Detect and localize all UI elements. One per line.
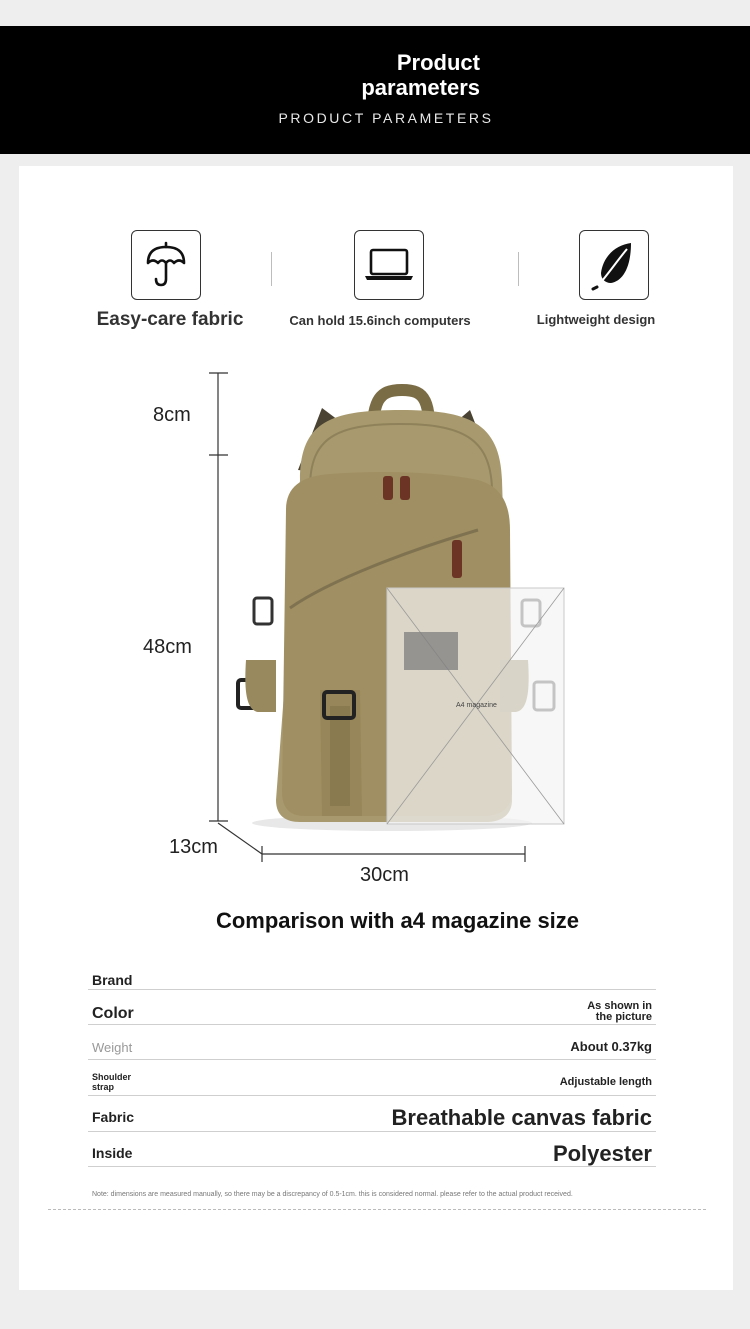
dimension-depth: 13cm <box>169 836 218 858</box>
param-key: Fabric <box>92 1109 135 1125</box>
dimension-top-handle: 8cm <box>153 404 191 426</box>
feature-divider <box>271 252 272 286</box>
param-row-brand <box>88 966 656 990</box>
header-banner <box>0 26 750 154</box>
param-row-fabric <box>88 1104 656 1132</box>
row-divider <box>88 1024 656 1025</box>
param-key: Inside <box>92 1145 133 1161</box>
row-divider <box>88 1095 656 1096</box>
measurement-note: Note: dimensions are measured manually, so there may be a discrepancy of 0.5-1cm. this is considered normal. please refer to the actual product received. <box>92 1191 573 1198</box>
param-row-color <box>88 998 656 1025</box>
laptop-icon <box>362 245 416 285</box>
param-key: Shoulder strap <box>92 1072 132 1092</box>
param-value: Breathable canvas fabric <box>391 1105 652 1130</box>
row-divider <box>88 1166 656 1167</box>
feature-divider <box>518 252 519 286</box>
page-subtitle: PRODUCT PARAMETERS <box>278 110 494 126</box>
param-value: About 0.37kg <box>570 1039 652 1054</box>
feature-label: Lightweight design <box>536 312 656 327</box>
comparison-caption: Comparison with a4 magazine size <box>215 908 580 933</box>
param-row-weight <box>88 1036 656 1060</box>
dimension-width: 30cm <box>360 864 409 886</box>
param-value: Adjustable length <box>559 1076 652 1088</box>
feature-label: Can hold 15.6inch computers <box>289 313 471 328</box>
row-divider <box>88 1059 656 1060</box>
dashed-divider <box>48 1209 706 1210</box>
feature-label: Easy-care fabric <box>96 309 244 330</box>
a4-magazine-label: A4 magazine <box>456 702 497 709</box>
umbrella-icon <box>144 241 188 289</box>
row-divider <box>88 1131 656 1132</box>
param-key: Color <box>92 1005 134 1022</box>
feature-lightweight <box>579 230 649 300</box>
param-value: Polyester <box>552 1141 652 1166</box>
feature-laptop <box>354 230 424 300</box>
param-key: Brand <box>92 972 133 988</box>
backpack-diagram <box>0 360 750 870</box>
dimension-height: 48cm <box>143 636 192 658</box>
page-title: Product parameters <box>361 50 480 100</box>
param-value: As shown in the picture <box>587 1000 652 1023</box>
param-row-shoulder-strap <box>88 1070 656 1096</box>
feature-easy-care <box>131 230 201 300</box>
feather-icon <box>591 239 637 291</box>
param-row-inside <box>88 1140 656 1167</box>
row-divider <box>88 989 656 990</box>
param-key: Weight <box>92 1040 133 1055</box>
